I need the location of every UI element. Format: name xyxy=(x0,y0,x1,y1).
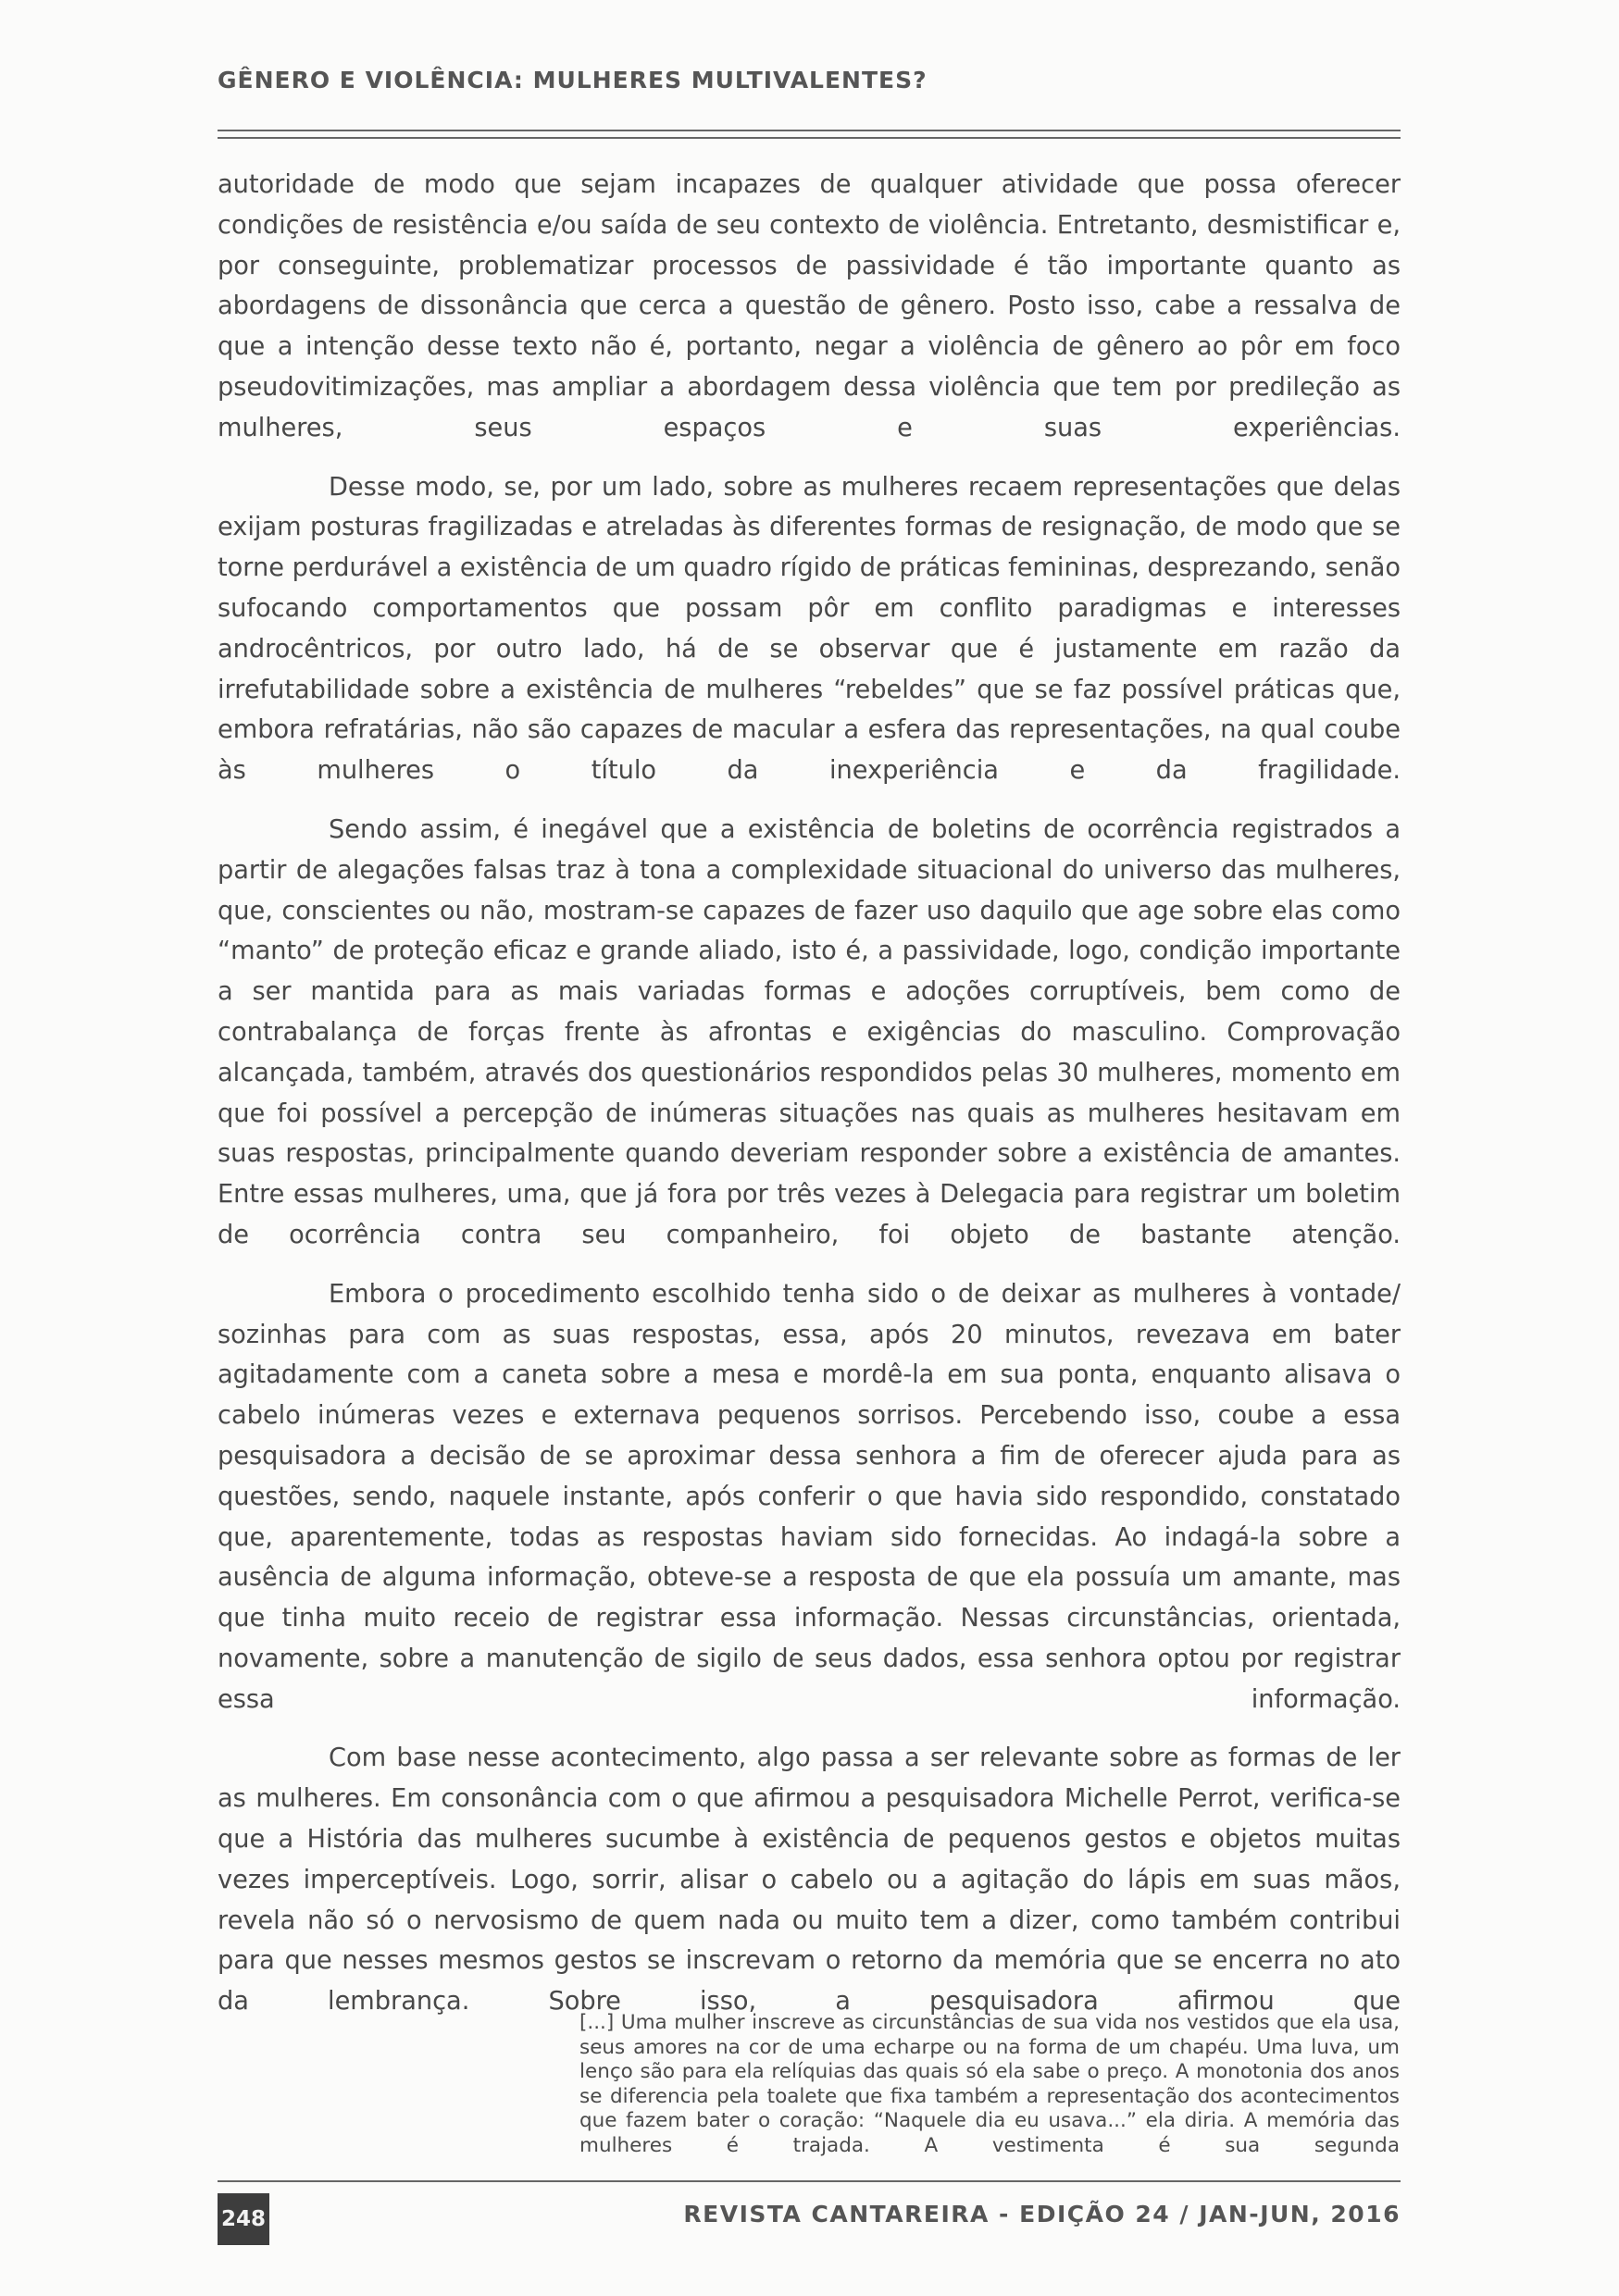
page-number: 248 xyxy=(218,2193,269,2245)
paragraph-2: Desse modo, se, por um lado, sobre as mulheres recaem representações que delas exijam posturas fragilizadas e atreladas às diferentes formas de resignação, de modo que se torne perdurável a existência de um quadro rígido de práticas femininas, desprezando, senão sufocando comportamentos que possam pôr em conflito paradigmas e interesses androcêntricos, por outro lado, há de se observar que é justamente em razão da irrefutabilidade sobre a existência de mulheres “rebeldes” que se faz possível práticas que, embora refratárias, não são capazes de macular a esfera das representações, na qual coube às mulheres o título da inexperiência e da fragilidade. xyxy=(218,472,1401,786)
block-quote: [...] Uma mulher inscreve as circunstâncias de sua vida nos vestidos que ela usa, seus amores na cor de uma echarpe ou na forma de um chapéu. Uma luva, um lenço são para ela relíquias das quais só ela sabe o preço. A monotonia dos anos se diferencia pela toalete que fixa também a representação dos acontecimentos que fazem bater o coração: “Naquele dia eu usava...” ela diria. A memória das mulheres é trajada. A vestimenta é sua segunda xyxy=(579,2011,1400,2157)
footer-rule xyxy=(218,2180,1401,2182)
paragraph-4: Embora o procedimento escolhido tenha sido o de deixar as mulheres à vontade/ sozinhas para com as suas respostas, essa, após 20 minutos, revezava em bater agitadamente com a caneta sobre a mesa e mordê-la em sua ponta, enquanto alisava o cabelo inúmeras vezes e externava pequenos sorrisos. Percebendo isso, coube a essa pesquisadora a decisão de se aproximar dessa senhora a fim de oferecer ajuda para as questões, sendo, naquele instante, após conferir o que havia sido respondido, constatado que, aparentemente, todas as respostas haviam sido fornecidas. Ao indagá-la sobre a ausência de alguma informação, obteve-se a resposta de que ela possuía um amante, mas que tinha muito receio de registrar essa informação. Nessas circunstâncias, orientada, novamente, sobre a manutenção de sigilo de seus dados, essa senhora optou por registrar essa informação. xyxy=(218,1279,1401,1714)
header-rule-top xyxy=(218,130,1401,131)
running-head-title: GÊNERO E VIOLÊNCIA: MULHERES MULTIVALENTES? xyxy=(218,67,928,93)
journal-info: REVISTA CANTAREIRA - EDIÇÃO 24 / JAN-JUN, 2016 xyxy=(683,2201,1401,2228)
header-rule-bottom xyxy=(218,137,1401,139)
paragraph-5: Com base nesse acontecimento, algo passa a ser relevante sobre as formas de ler as mulheres. Em consonância com o que afirmou a pesquisadora Michelle Perrot, verifica-se que a História das mulheres sucumbe à existência de pequenos gestos e objetos muitas vezes imperceptíveis. Logo, sorrir, alisar o cabelo ou a agitação do lápis em suas mãos, revela não só o nervosismo de quem nada ou muito tem a dizer, como também contribui para que nesses mesmos gestos se inscrevam o retorno da memória que se encerra no ato da lembrança. Sobre isso, a pesquisadora afirmou que xyxy=(218,1744,1401,2017)
paragraph-1: autoridade de modo que sejam incapazes de qualquer atividade que possa oferecer condições de resistência e/ou saída de seu contexto de violência. Entretanto, desmistificar e, por conseguinte, problematizar processos de passividade é tão importante quanto as abordagens de dissonância que cerca a questão de gênero. Posto isso, cabe a ressalva de que a intenção desse texto não é, portanto, negar a violência de gênero ao pôr em foco pseudovitimizações, mas ampliar a abordagem dessa violência que tem por predileção as mulheres, seus espaços e suas experiências. xyxy=(218,170,1401,442)
article-body xyxy=(218,165,1401,2041)
paragraph-3: Sendo assim, é inegável que a existência de boletins de ocorrência registrados a partir de alegações falsas traz à tona a complexidade situacional do universo das mulheres, que, conscientes ou não, mostram-se capazes de fazer uso daquilo que age sobre elas como “manto” de proteção eficaz e grande aliado, isto é, a passividade, logo, condição importante a ser mantida para as mais variadas formas e adoções corruptíveis, bem como de contrabalança de forças frente às afrontas e exigências do masculino. Comprovação alcançada, também, através dos questionários respondidos pelas 30 mulheres, momento em que foi possível a percepção de inúmeras situações nas quais as mulheres hesitavam em suas respostas, principalmente quando deveriam responder sobre a existência de amantes. Entre essas mulheres, uma, que já fora por três vezes à Delegacia para registrar um boletim de ocorrência contra seu companheiro, foi objeto de bastante atenção. xyxy=(218,814,1401,1249)
